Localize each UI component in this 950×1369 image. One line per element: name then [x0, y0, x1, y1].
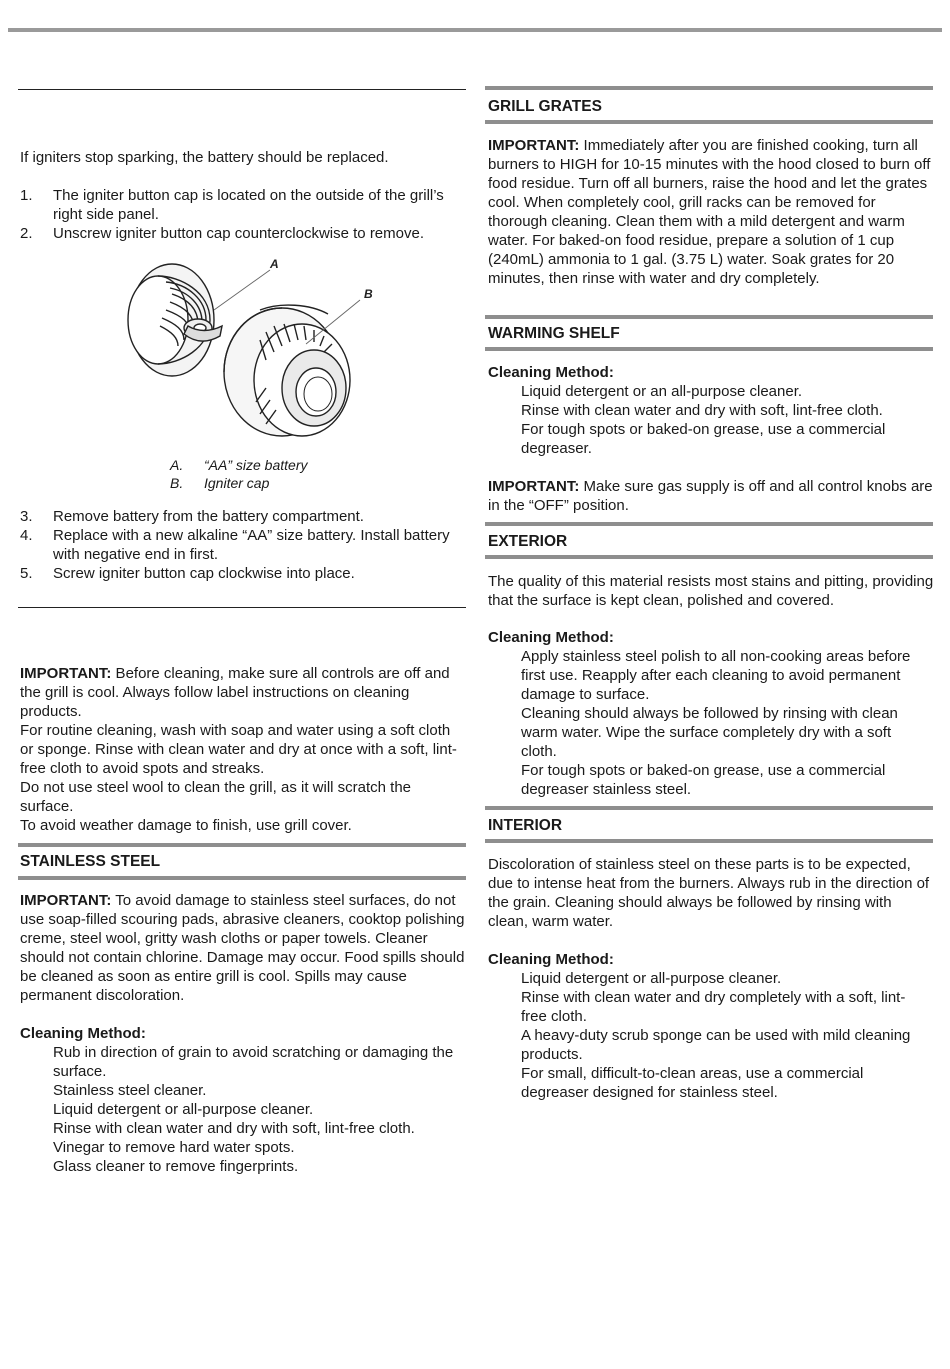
figure-legend-item [170, 474, 269, 492]
grates-important [488, 136, 934, 288]
section-divider [485, 315, 933, 319]
section-divider [485, 120, 933, 124]
battery-holder-illustration [128, 264, 222, 376]
cleaning-paragraph: For routine cleaning, wash with soap and water using a soft cloth or sponge. Rinse with clean water and dry at once with a soft, lint-free cloth to avoid spots and streaks. [20, 722, 457, 777]
callout-b: B [364, 287, 373, 301]
method-item: For tough spots or baked-on grease, use a commercial degreaser. [521, 421, 886, 457]
stainless-method-label: Cleaning Method: [20, 1025, 146, 1042]
legend-letter: B. [170, 475, 184, 491]
method-item: For small, difficult-to-clean areas, use a commercial degreaser designed for stainless steel. [521, 1065, 864, 1101]
section-divider [485, 839, 933, 843]
section-divider [485, 555, 933, 559]
step-number: 4. [20, 527, 33, 544]
battery-step [20, 186, 466, 226]
method-item: Rinse with clean water and dry with soft, lint-free cloth. [53, 1120, 415, 1137]
battery-step [20, 224, 466, 244]
step-text: Screw igniter button cap clockwise into place. [53, 565, 355, 582]
battery-step [20, 526, 466, 566]
important-label: IMPORTANT: [20, 892, 112, 909]
cleaning-paragraph: To avoid weather damage to finish, use grill cover. [20, 817, 352, 834]
warming-important [488, 477, 934, 515]
important-text: Immediately after you are finished cooking, turn all burners to HIGH for 10-15 minutes with the hood closed to burn off food residue. Turn off all burners, raise the hood and let the grates cool. When completely cool, grill racks can be removed for thorough cleaning. Clean them with a mild detergent and warm water. For baked-on food residue, prepare a solution of 1 cup (240mL) ammonia to 1 gal. (3.75 L) water. Soak grates for 20 minutes, then rinse with water and dry completely. [488, 137, 931, 287]
section-divider [485, 347, 933, 351]
section-divider [18, 843, 466, 847]
section-divider [485, 806, 933, 810]
interior-method-label: Cleaning Method: [488, 951, 614, 968]
stainless-heading: STAINLESS STEEL [20, 853, 161, 870]
important-text: Make sure gas supply is off and all control knobs are in the “OFF” position. [488, 478, 933, 514]
step-number: 1. [20, 187, 33, 204]
method-item: Liquid detergent or all-purpose cleaner. [521, 970, 782, 987]
cleaning-section-rule [18, 607, 466, 608]
method-item: Stainless steel cleaner. [53, 1082, 207, 1099]
warming-method-label: Cleaning Method: [488, 364, 614, 381]
step-number: 3. [20, 508, 33, 525]
battery-section-rule [18, 89, 466, 90]
method-item: Glass cleaner to remove fingerprints. [53, 1158, 299, 1175]
cleaning-paragraph: Do not use steel wool to clean the grill, as it will scratch the surface. [20, 779, 412, 815]
method-item: Apply stainless steel polish to all non-cooking areas before first use. Reapply after each cleaning to avoid permanent damage to surface. [521, 648, 911, 703]
exterior-method-label: Cleaning Method: [488, 629, 614, 646]
section-divider [485, 86, 933, 90]
leader-line-a [214, 270, 270, 310]
top-rule [8, 28, 942, 32]
stainless-important [20, 891, 466, 1005]
callout-a: A [270, 257, 279, 271]
grates-heading: GRILL GRATES [488, 98, 602, 115]
battery-step [20, 564, 466, 584]
step-text: Remove battery from the battery compartment. [53, 508, 364, 525]
step-number: 2. [20, 225, 33, 242]
important-text: Before cleaning, make sure all controls are off and the grill is cool. Always follow label instructions on cleaning products. [20, 665, 450, 720]
cleaning-important [20, 664, 466, 721]
method-item: Liquid detergent or all-purpose cleaner. [53, 1101, 314, 1118]
step-number: 5. [20, 565, 33, 582]
method-item: Rub in direction of grain to avoid scratching or damaging the surface. [53, 1044, 454, 1080]
battery-step [20, 507, 466, 527]
battery-intro: If igniters stop sparking, the battery should be replaced. [20, 149, 389, 166]
section-divider [485, 522, 933, 526]
warming-heading: WARMING SHELF [488, 325, 620, 342]
step-text: The igniter button cap is located on the outside of the grill’s right side panel. [53, 187, 444, 223]
method-item: Rinse with clean water and dry completely with a soft, lint-free cloth. [521, 989, 906, 1025]
legend-text: Igniter cap [204, 475, 270, 491]
section-divider [18, 876, 466, 880]
interior-intro: Discoloration of stainless steel on these parts is to be expected, due to intense heat from the burners. Always rub in the direction of the grain. Cleaning should always be followed by rinsing with clean, warm water. [488, 856, 930, 930]
important-label: IMPORTANT: [488, 137, 580, 154]
figure-legend-item [170, 456, 307, 474]
step-text: Unscrew igniter button cap counterclockwise to remove. [53, 225, 425, 242]
interior-heading: INTERIOR [488, 817, 563, 834]
legend-letter: A. [170, 457, 184, 473]
method-item: A heavy-duty scrub sponge can be used with mild cleaning products. [521, 1027, 911, 1063]
igniter-cap-illustration [224, 305, 350, 436]
method-item: For tough spots or baked-on grease, use a commercial degreaser stainless steel. [521, 762, 886, 798]
method-item: Rinse with clean water and dry with soft, lint-free cloth. [521, 402, 883, 419]
method-item: Cleaning should always be followed by rinsing with clean warm water. Wipe the surface completely dry with a soft cloth. [521, 705, 898, 760]
step-text: Replace with a new alkaline “AA” size battery. Install battery with negative end in first. [53, 527, 450, 563]
igniter-cap-figure [110, 252, 390, 452]
important-label: IMPORTANT: [488, 478, 580, 495]
method-item: Liquid detergent or an all-purpose cleaner. [521, 383, 803, 400]
exterior-heading: EXTERIOR [488, 533, 568, 550]
important-text: To avoid damage to stainless steel surfaces, do not use soap-filled scouring pads, abrasive cleaners, cooktop polishing creme, steel wool, gritty wash cloths or paper towels. Cleaner should not contain chlorine. Damage may occur. Food spills should be cleaned as soon as entire grill is cool. Spills may cause permanent discoloration. [20, 892, 465, 1004]
method-item: Vinegar to remove hard water spots. [53, 1139, 295, 1156]
exterior-intro: The quality of this material resists most stains and pitting, providing that the surface is kept clean, polished and covered. [488, 573, 934, 609]
important-label: IMPORTANT: [20, 665, 112, 682]
legend-text: “AA” size battery [204, 457, 308, 473]
